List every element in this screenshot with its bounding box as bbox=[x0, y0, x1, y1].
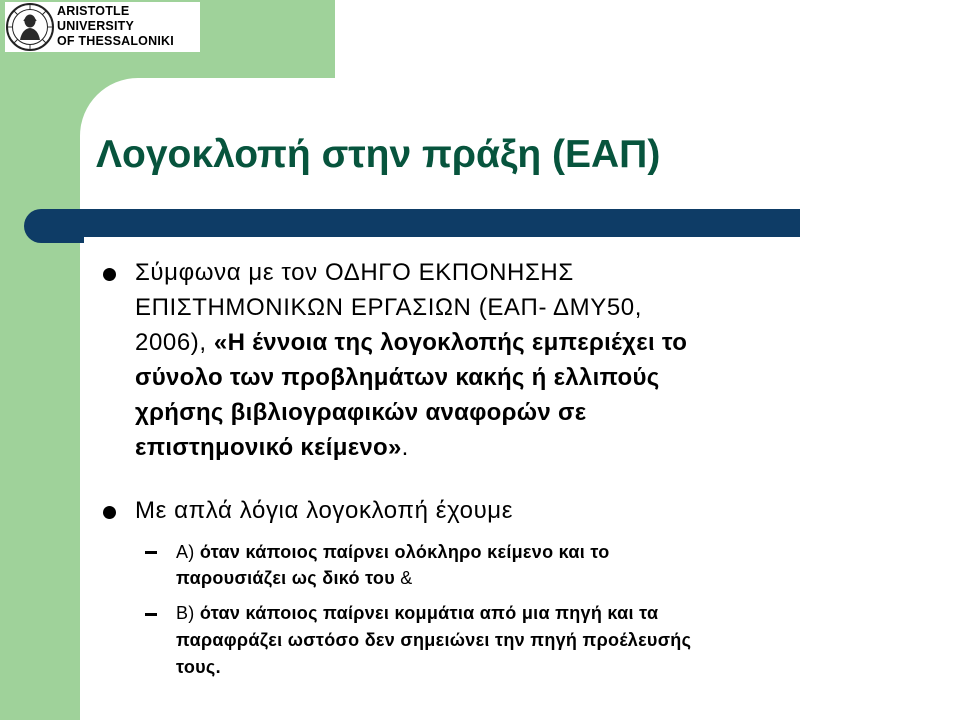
subitem-b-line-3: τους. bbox=[176, 657, 221, 677]
bullet-1-line-1: Σύμφωνα με τον ΟΔΗΓΟ ΕΚΠΟΝΗΣΗΣ bbox=[135, 259, 574, 286]
bullet-1-line-6: επιστημονικό κείμενο». bbox=[135, 434, 409, 461]
dash-bullet-icon bbox=[145, 551, 157, 554]
bullet-dot-icon bbox=[103, 268, 116, 281]
subitem-b-line-1: Β) όταν κάποιος παίρνει κομμάτια από μια πηγή και τα bbox=[176, 603, 659, 623]
logo-text-line: UNIVERSITY bbox=[57, 19, 135, 33]
dash-bullet-icon bbox=[145, 613, 157, 616]
bullet-dot-icon bbox=[103, 506, 116, 519]
subitem-a-line-1: Α) όταν κάποιος παίρνει ολόκληρο κείμενο και το bbox=[176, 542, 610, 562]
subitem-a-line-2: παρουσιάζει ως δικό του & bbox=[176, 568, 413, 588]
slide-title: Λογοκλοπή στην πράξη (ΕΑΠ) bbox=[96, 133, 661, 176]
logo-text-line: OF THESSALONIKI bbox=[57, 34, 174, 48]
bullet-1-line-2: ΕΠΙΣΤΗΜΟΝΙΚΩΝ ΕΡΓΑΣΙΩΝ (ΕΑΠ- ΔΜΥ50, bbox=[135, 294, 642, 321]
bullet-2-line-1: Με απλά λόγια λογοκλοπή έχουμε bbox=[135, 497, 514, 524]
bullet-1-line-4: σύνολο των προβλημάτων κακής ή ελλιπούς bbox=[135, 364, 660, 391]
subitem-b-line-2: παραφράζει ωστόσο δεν σημειώνει την πηγή προέλευσής bbox=[176, 630, 692, 650]
bullet-1-line-3: 2006), «Η έννοια της λογοκλοπής εμπεριέχει το bbox=[135, 329, 688, 356]
logo-text-line: ARISTOTLE bbox=[57, 4, 130, 18]
bullet-1-line-5: χρήσης βιβλιογραφικών αναφορών σε bbox=[135, 399, 587, 426]
